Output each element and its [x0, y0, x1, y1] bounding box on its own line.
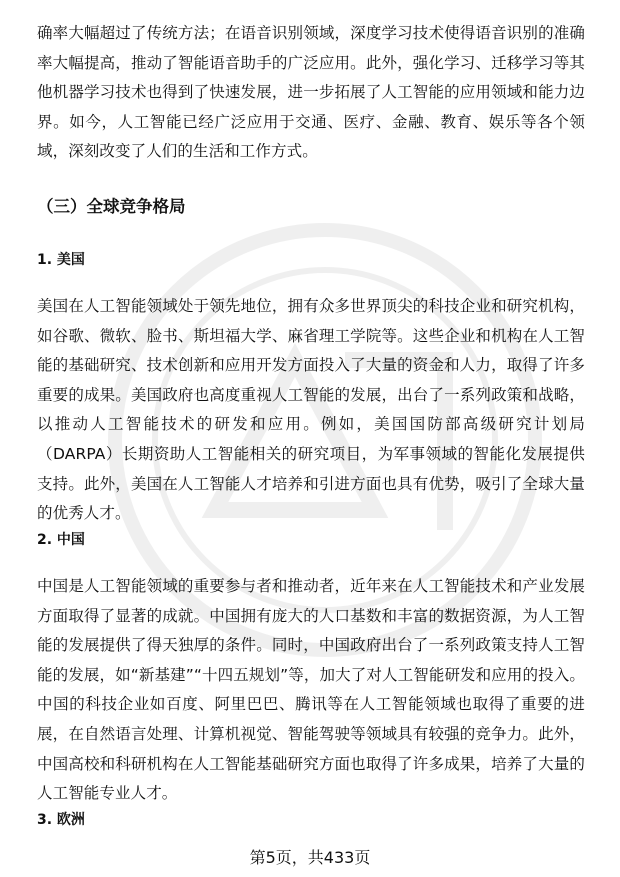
- paragraph-china: 中国是人工智能领域的重要参与者和推动者，近年来在人工智能技术和产业发展方面取得了显著的成就。中国拥有庞大的人口基数和丰富的数据资源，为人工智能的发展提供了得天独厚的条件。同时，中国政府出台了一系列政策支持人工智能的发展，如“新基建”“十四五规划”等，加大了对人工智能研发和应用的投入。中国的科技企业如百度、阿里巴巴、腾讯等在人工智能领域也取得了重要的进展，在自然语言处理、计算机视觉、智能驾驶等领域具有较强的竞争力。此外，中国高校和科研机构在人工智能基础研究方面也取得了许多成果，培养了大量的人工智能专业人才。: [37, 577, 585, 803]
- section-heading: （三）全球竞争格局: [37, 197, 186, 216]
- subsection-heading-usa: 1. 美国: [37, 252, 85, 268]
- paragraph-intro: 确率大幅超过了传统方法；在语音识别领域，深度学习技术使得语音识别的准确率大幅提高，推动了智能语音助手的广泛应用。此外，强化学习、迁移学习等其他机器学习技术也得到了快速发展，进一步拓展了人工智能的应用领域和能力边界。如今，人工智能已经广泛应用于交通、医疗、金融、教育、娱乐等各个领域，深刻改变了人们的生活和工作方式。: [37, 24, 585, 161]
- paragraph-usa: 美国在人工智能领域处于领先地位，拥有众多世界顶尖的科技企业和研究机构，如谷歌、微软、脸书、斯坦福大学、麻省理工学院等。这些企业和机构在人工智能的基础研究、技术创新和应用开发方面投入了大量的资金和人力，取得了许多重要的成果。美国政府也高度重视人工智能的发展，出台了一系列政策和战略，以推动人工智能技术的研发和应用。例如，美国国防部高级研究计划局（DARPA）长期资助人工智能相关的研究项目，为军事领域的智能化发展提供支持。此外，美国在人工智能人才培养和引进方面也具有优势，吸引了全球大量的优秀人才。: [37, 297, 585, 523]
- page-footer: 第5页，共433页: [249, 848, 371, 867]
- subsection-heading-europe: 3. 欧洲: [37, 812, 85, 828]
- subsection-heading-china: 2. 中国: [37, 532, 85, 548]
